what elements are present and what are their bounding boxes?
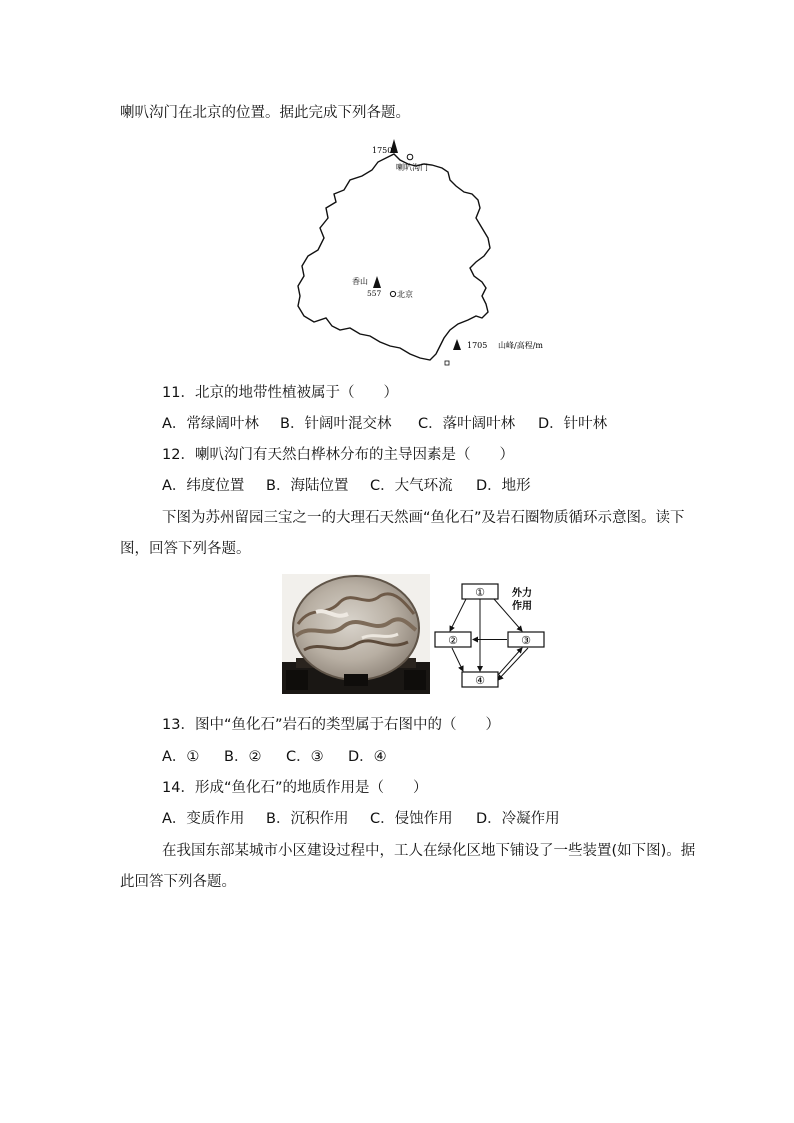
xiangshan-name: 香山	[352, 277, 368, 286]
q12-option-a: A．纬度位置	[162, 478, 245, 494]
q11-option-c: C．落叶阔叶林	[418, 416, 516, 432]
q11-option-a: A．常绿阔叶林	[162, 416, 259, 432]
q12-option-b: B．海陆位置	[266, 478, 349, 494]
small-square-icon	[445, 361, 449, 365]
beijing-outline	[298, 154, 490, 360]
legend-peak-icon	[453, 339, 461, 350]
q12-option-d: D．地形	[476, 478, 531, 494]
q14-option-c: C．侵蚀作用	[370, 811, 453, 827]
cycle-box-1-label: ①	[475, 586, 485, 599]
q13-option-b: B．②	[224, 749, 262, 765]
peak-icon	[373, 276, 381, 288]
external-force-label-line1: 外力	[512, 588, 532, 599]
peak1-name: 喇叭沟门	[396, 163, 428, 172]
arrow-3-to-4	[498, 648, 528, 680]
fish-fossil-marble-photo	[282, 574, 430, 694]
q12-options	[162, 476, 531, 496]
q13-options	[162, 747, 387, 767]
cycle-box-4-label: ④	[475, 674, 485, 687]
q14-stem: 14．形成“鱼化石”的地质作用是（ ）	[162, 780, 428, 796]
q14-option-a: A．变质作用	[162, 811, 245, 827]
q11-stem: 11．北京的地带性植被属于（ ）	[162, 385, 398, 401]
q13-stem: 13．图中“鱼化石”岩石的类型属于右图中的（ ）	[162, 717, 500, 733]
q13-option-d: D．④	[348, 749, 387, 765]
beijing-map	[290, 138, 560, 370]
rock-cycle-diagram	[432, 580, 550, 690]
capital-marker-icon	[390, 291, 395, 296]
external-force-label-line2: 作用	[512, 601, 532, 612]
beijing-label: 北京	[397, 290, 413, 299]
intro-text-13-line2: 图，回答下列各题。	[120, 541, 251, 557]
intro-text-11: 喇叭沟门在北京的位置。据此完成下列各题。	[120, 105, 410, 121]
q13-option-c: C．③	[286, 749, 324, 765]
cycle-box-2-label: ②	[448, 634, 458, 647]
intro-text-15-line2: 此回答下列各题。	[120, 874, 236, 890]
q14-option-b: B．沉积作用	[266, 811, 349, 827]
location-marker-icon	[407, 154, 413, 160]
intro-text-15-line1: 在我国东部某城市小区建设过程中，工人在绿化区地下铺设了一些装置(如下图)。据	[162, 843, 696, 859]
q13-option-a: A．①	[162, 749, 200, 765]
arrow-4-to-3	[498, 648, 522, 675]
legend-height: 1705	[467, 341, 488, 350]
peak1-height: 1750	[372, 146, 393, 155]
q14-options	[162, 809, 560, 829]
arrow-1-to-2	[450, 599, 466, 631]
cycle-box-3-label: ③	[521, 634, 531, 647]
arrow-2-to-4	[452, 648, 463, 671]
intro-text-13-line1: 下图为苏州留园三宝之一的大理石天然画“鱼化石”及岩石圈物质循环示意图。读下	[162, 510, 685, 526]
q14-option-d: D．冷凝作用	[476, 811, 560, 827]
legend-label: 山峰/高程/m	[498, 341, 543, 350]
xiangshan-height: 557	[367, 289, 382, 298]
q12-option-c: C．大气环流	[370, 478, 453, 494]
q11-option-d: D．针叶林	[538, 416, 608, 432]
q12-stem: 12．喇叭沟门有天然白桦林分布的主导因素是（ ）	[162, 447, 514, 463]
q11-option-b: B．针阔叶混交林	[280, 416, 392, 432]
q11-options	[162, 414, 607, 434]
